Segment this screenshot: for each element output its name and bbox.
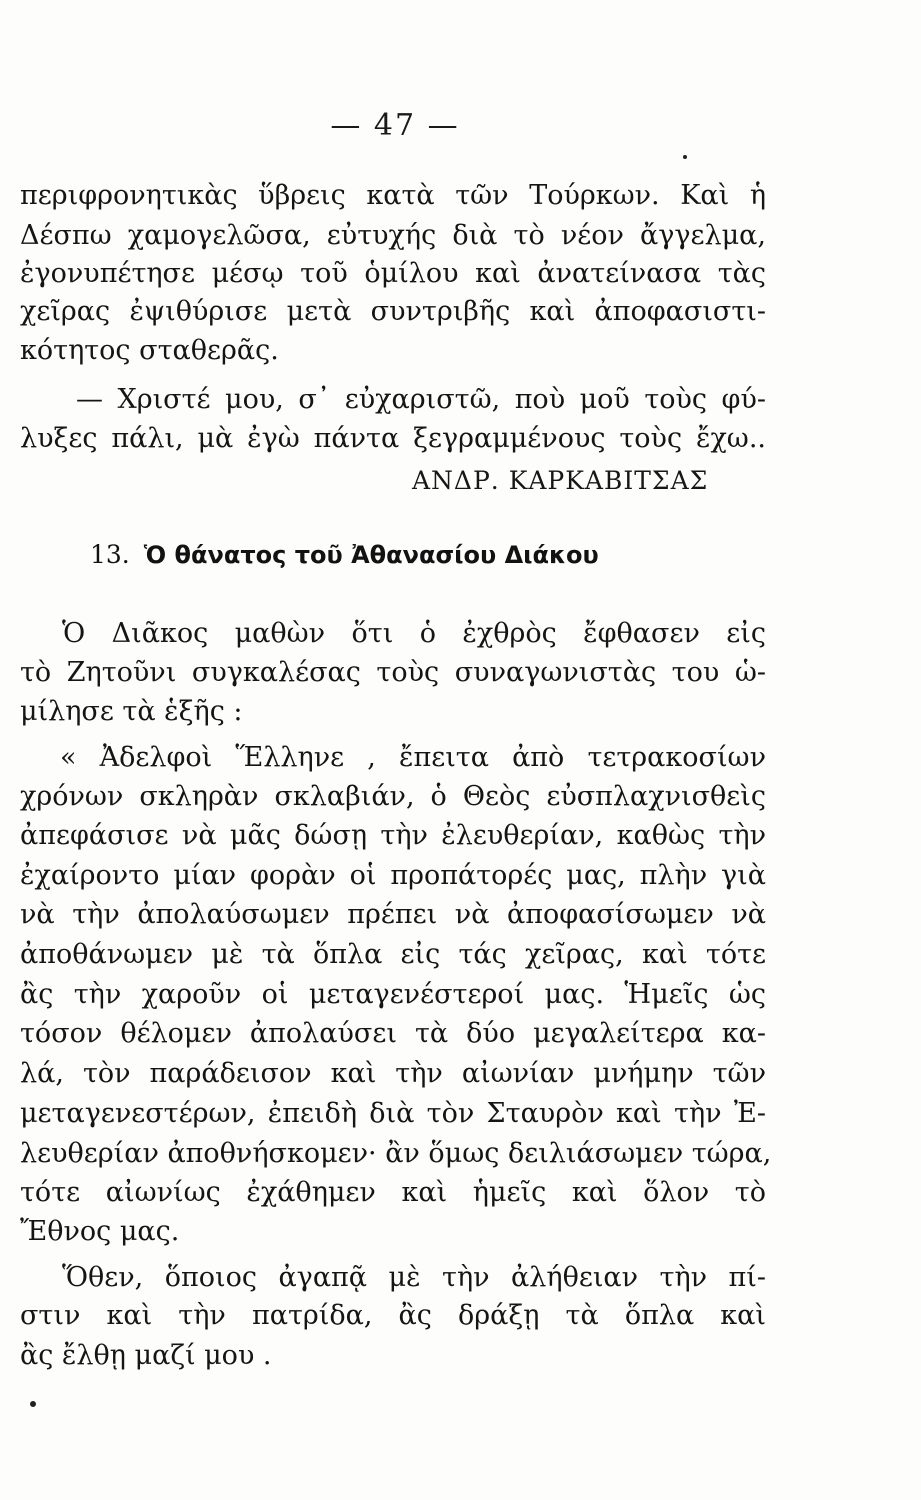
- text-line: ἐγονυπέτησε μέσῳ τοῦ ὁμίλου καὶ ἀνατείνασα τὰς: [20, 258, 766, 289]
- text-line: Ὅθεν, ὅποιος ἀγαπᾷ μὲ τὴν ἀλήθειαν τὴν πί-: [62, 1262, 766, 1293]
- text-line: τὸ Ζητοῦνι συγκαλέσας τοὺς συναγωνιστὰς του ὡ-: [20, 657, 766, 688]
- text-line: Δέσπω χαμογελῶσα, εὐτυχής διὰ τὸ νέον ἄγγελμα,: [20, 220, 766, 251]
- section-title: Ὁ θάνατος τοῦ Ἀθανασίου Διάκου: [143, 541, 599, 569]
- text-line: νὰ τὴν ἀπολαύσωμεν πρέπει νὰ ἀποφασίσωμεν νὰ: [20, 899, 766, 930]
- text-line: λευθερίαν ἀποθνήσκομεν· ἂν ὅμως δειλιάσωμεν τώρα,: [20, 1138, 772, 1169]
- text-line: χεῖρας ἐψιθύρισε μετὰ συντριβῆς καὶ ἀποφασιστι-: [20, 296, 766, 327]
- text-line: κότητος σταθερᾶς.: [20, 335, 279, 366]
- text-line: περιφρονητικὰς ὕβρεις κατὰ τῶν Τούρκων. Καὶ ἡ: [20, 180, 766, 211]
- text-line: ἂς ἔλθῃ μαζί μου .: [20, 1340, 272, 1371]
- text-line: τότε αἰωνίως ἐχάθημεν καὶ ἡμεῖς καὶ ὅλον τὸ: [20, 1177, 766, 1208]
- text-line: ἀποθάνωμεν μὲ τὰ ὅπλα εἰς τάς χεῖρας, καὶ τότε: [20, 939, 766, 970]
- text-line: χρόνων σκληρὰν σκλαβιάν, ὁ Θεὸς εὐσπλαχνισθεὶς: [20, 781, 766, 812]
- ink-speck: [683, 155, 687, 159]
- text-line: τόσον θέλομεν ἀπολαύσει τὰ δύο μεγαλείτερα κα-: [20, 1018, 766, 1049]
- text-line: Ὁ Διᾶκος μαθὼν ὅτι ὁ ἐχθρὸς ἔφθασεν εἰς: [62, 618, 766, 649]
- text-line: μίλησε τὰ ἑξῆς :: [20, 696, 243, 727]
- text-line: λυξες πάλι, μὰ ἐγὼ πάντα ξεγραμμένους τοὺς ἔχω..: [20, 423, 766, 454]
- text-line: μεταγενεστέρων, ἐπειδὴ διὰ τὸν Σταυρὸν καὶ τὴν Ἐ-: [20, 1098, 766, 1129]
- author-signature: ΑΝΔΡ. ΚΑΡΚΑΒΙΤΣΑΣ: [412, 466, 709, 495]
- section-number: 13.: [90, 540, 130, 569]
- text-line: ἂς τὴν χαροῦν οἱ μεταγενέστεροί μας. Ἡμεῖς ὡς: [20, 979, 766, 1010]
- section-heading: [90, 540, 599, 569]
- page-number: — 47 —: [330, 108, 460, 143]
- text-line: στιν καὶ τὴν πατρίδα, ἂς δράξῃ τὰ ὅπλα καὶ: [20, 1300, 766, 1331]
- text-line: « Ἀδελφοὶ Ἕλληνε , ἔπειτα ἀπὸ τετρακοσίων: [60, 742, 766, 773]
- text-line: — Χριστέ μου, σ᾽ εὐχαριστῶ, ποὺ μοῦ τοὺς φύ-: [76, 384, 766, 415]
- ink-speck: [30, 1401, 36, 1407]
- text-line: ἀπεφάσισε νὰ μᾶς δώσῃ τὴν ἐλευθερίαν, καθὼς τὴν: [20, 820, 766, 851]
- text-line: λά, τὸν παράδεισον καὶ τὴν αἰωνίαν μνήμην τῶν: [20, 1058, 766, 1089]
- text-line: Ἔθνος μας.: [20, 1216, 180, 1247]
- text-line: ἐχαίροντο μίαν φορὰν οἱ προπάτορές μας, πλὴν γιὰ: [20, 860, 766, 891]
